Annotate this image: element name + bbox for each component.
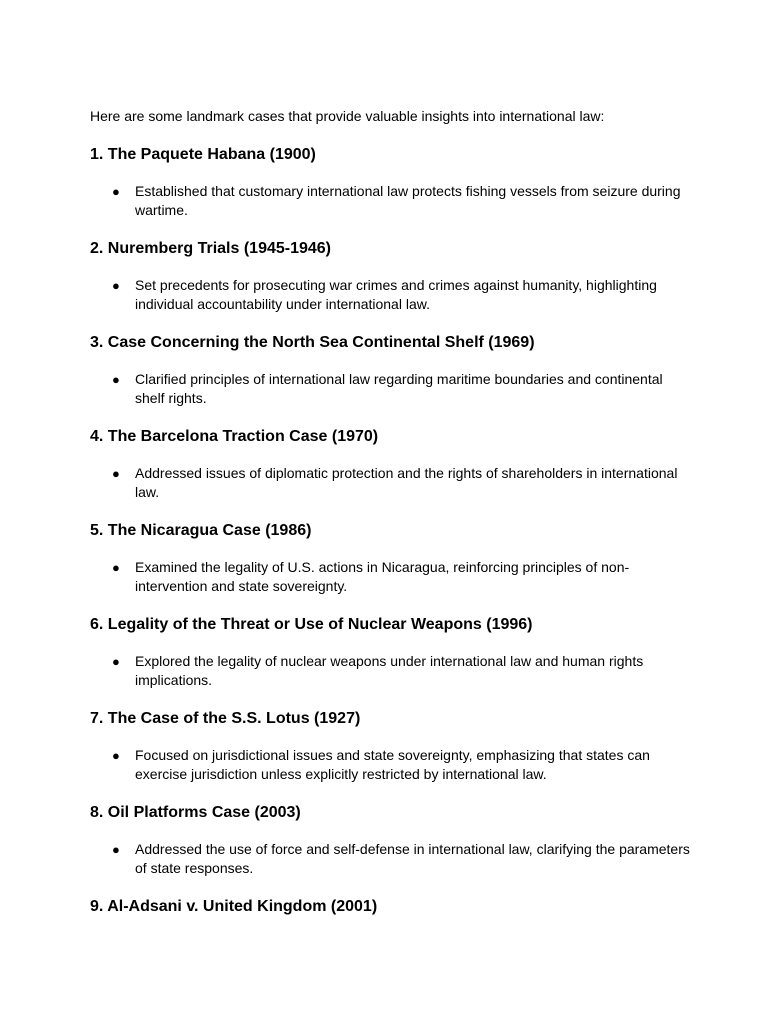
case-bullet-list [90,182,690,220]
case-heading: 5. The Nicaragua Case (1986) [90,522,312,539]
case-bullet-item [90,840,690,878]
case-bullet-list [90,370,690,408]
bullet-icon: ● [112,654,120,669]
case-section [90,803,690,878]
case-bullet-item [90,464,690,502]
case-section [90,239,690,314]
document-page [90,107,690,917]
case-bullet-item [90,558,690,596]
case-bullet-text: Focused on jurisdictional issues and state sovereignty, emphasizing that states can exercise jurisdiction unless explicitly restricted by international law. [135,747,650,782]
case-heading: 3. Case Concerning the North Sea Continental Shelf (1969) [90,334,535,351]
case-bullet-text: Explored the legality of nuclear weapons under international law and human rights implications. [135,653,644,688]
case-bullet-text: Established that customary international law protects fishing vessels from seizure during wartime. [135,183,681,218]
case-heading: 7. The Case of the S.S. Lotus (1927) [90,710,361,727]
case-bullet-list [90,464,690,502]
case-bullet-item [90,370,690,408]
bullet-icon: ● [112,748,120,763]
case-heading: 4. The Barcelona Traction Case (1970) [90,428,379,445]
case-bullet-list [90,746,690,784]
intro-paragraph: Here are some landmark cases that provide valuable insights into international law: [90,108,605,124]
case-bullet-text: Set precedents for prosecuting war crimes and crimes against humanity, highlighting individual accountability under international law. [135,277,657,312]
case-bullet-text: Addressed the use of force and self-defense in international law, clarifying the parameters of state responses. [135,841,690,876]
case-heading: 1. The Paquete Habana (1900) [90,146,316,163]
bullet-icon: ● [112,184,120,199]
case-heading: 2. Nuremberg Trials (1945-1946) [90,240,332,257]
case-bullet-item [90,652,690,690]
case-heading: 8. Oil Platforms Case (2003) [90,804,301,821]
bullet-icon: ● [112,842,120,857]
case-section [90,897,690,917]
case-bullet-text: Addressed issues of diplomatic protection and the rights of shareholders in international law. [135,465,678,500]
bullet-icon: ● [112,372,120,387]
case-heading: 6. Legality of the Threat or Use of Nuclear Weapons (1996) [90,616,533,633]
case-section [90,145,690,220]
case-section [90,333,690,408]
case-bullet-list [90,652,690,690]
case-bullet-list [90,840,690,878]
case-section [90,615,690,690]
case-bullet-item [90,182,690,220]
case-section [90,709,690,784]
bullet-icon: ● [112,278,120,293]
case-bullet-item [90,276,690,314]
case-heading: 9. Al-Adsani v. United Kingdom (2001) [90,898,378,915]
case-bullet-text: Clarified principles of international law regarding maritime boundaries and continental shelf rights. [135,371,663,406]
case-bullet-list [90,558,690,596]
case-section [90,427,690,502]
case-bullet-item [90,746,690,784]
case-bullet-list [90,276,690,314]
case-bullet-text: Examined the legality of U.S. actions in Nicaragua, reinforcing principles of non-intervention and state sovereignty. [135,559,630,594]
bullet-icon: ● [112,560,120,575]
case-section [90,521,690,596]
bullet-icon: ● [112,466,120,481]
